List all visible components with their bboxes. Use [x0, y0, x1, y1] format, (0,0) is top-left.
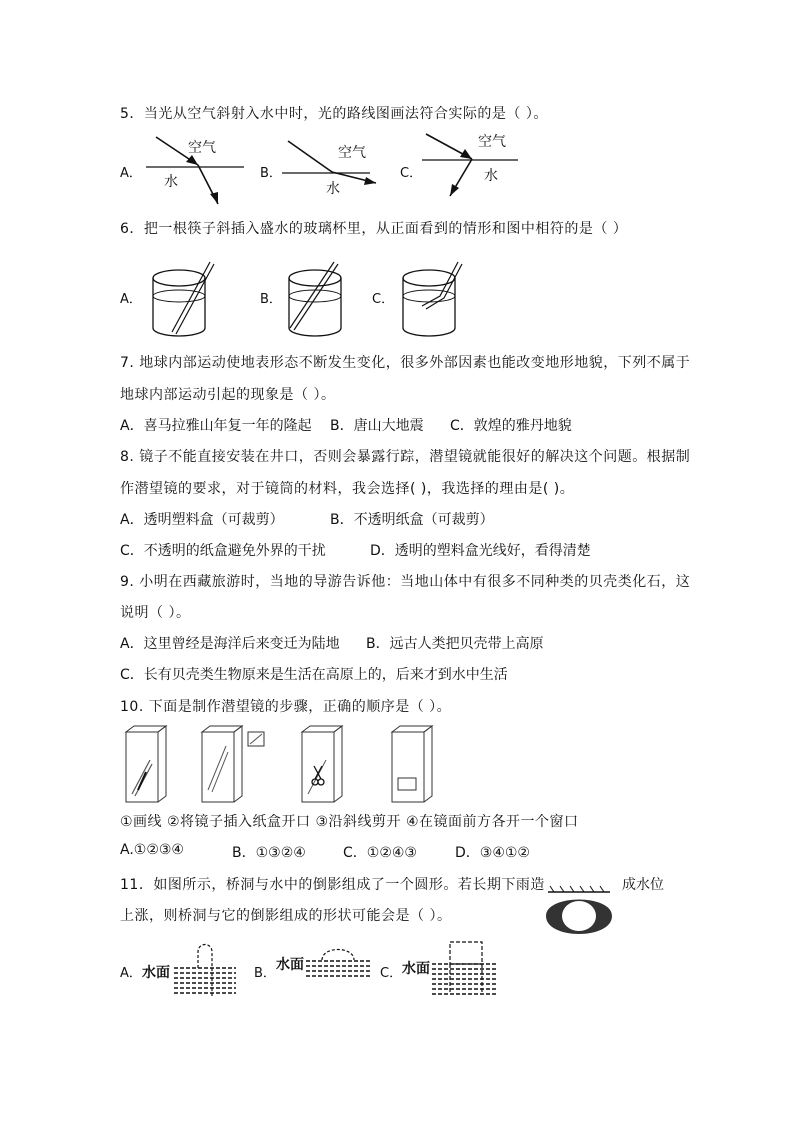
q5-c-water-label: 水	[484, 168, 498, 184]
q5-diagram-c	[422, 130, 532, 194]
q5-stem: 5．当光从空气斜射入水中时，光的路线图画法符合实际的是（ ）。	[120, 106, 548, 122]
q11-a-water-surface-label: 水面	[142, 965, 170, 981]
q10-step4-box-diagram	[390, 724, 440, 804]
q11-b-water-surface-label: 水面	[276, 957, 304, 973]
q10-step1-box-diagram	[124, 724, 174, 804]
q11-stem-line1a: 11．如图所示，桥洞与水中的倒影组成了一个圆形。若长期下雨造	[120, 877, 545, 893]
q10-step2-box-diagram	[200, 724, 270, 804]
q9-option-a: A．这里曾经是海洋后来变迁为陆地	[120, 636, 340, 652]
q6-glass-b	[286, 262, 356, 342]
q10-steps-caption: ①画线 ②将镜子插入纸盒开口 ③沿斜线剪开 ④在镜面前方各开一个窗口	[120, 814, 579, 830]
q6-option-c-label: C．	[372, 292, 395, 307]
q9-option-b: B．远古人类把贝壳带上高原	[366, 636, 544, 652]
q5-c-air-label: 空气	[478, 134, 506, 150]
q11-option-b-label: B．	[254, 966, 276, 981]
q11-option-c-label: C．	[380, 966, 403, 981]
q6-option-b-label: B．	[260, 292, 282, 307]
q11-option-b-diagram	[306, 948, 376, 988]
q5-option-a-label: A．	[120, 166, 142, 181]
q11-option-c-diagram	[432, 940, 502, 1000]
q5-b-water-label: 水	[326, 181, 340, 197]
q10-option-c: C．①②④③	[343, 845, 417, 861]
q8-option-c: C．不透明的纸盒避免外界的干扰	[120, 543, 326, 559]
q11-stem-line2: 上涨，则桥洞与它的倒影组成的形状可能会是（ ）。	[120, 908, 452, 924]
q5-a-air-label: 空气	[188, 140, 216, 156]
q5-b-air-label: 空气	[338, 145, 366, 161]
q8-stem-line2: 作潜望镜的要求，对于镜筒的材料，我会选择( )，我选择的理由是( )。	[120, 481, 575, 497]
q7-option-b: B．唐山大地震	[330, 418, 424, 434]
q11-bridge-reflection-diagram	[540, 884, 620, 944]
q6-glass-a	[150, 262, 220, 342]
q10-stem: 10. 下面是制作潜望镜的步骤，正确的顺序是（ ）。	[120, 699, 452, 715]
q8-stem-line1: 8. 镜子不能直接安装在井口，否则会暴露行踪，潜望镜就能很好的解决这个问题。根据制	[120, 449, 691, 465]
q11-stem-line1b: 成水位	[622, 877, 664, 893]
q5-option-c-label: C．	[400, 166, 423, 181]
q7-stem-line2: 地球内部运动引起的现象是（ ）。	[120, 387, 336, 403]
q7-option-a: A．喜马拉雅山年复一年的隆起	[120, 418, 312, 434]
q5-a-water-label: 水	[164, 174, 178, 190]
q7-stem-line1: 7. 地球内部运动使地表形态不断发生变化，很多外部因素也能改变地形地貌，下列不属于	[120, 355, 691, 371]
q8-option-d: D．透明的塑料盒光线好，看得清楚	[370, 543, 591, 559]
q11-option-a-diagram	[174, 944, 244, 996]
q5-diagram-b	[282, 137, 392, 197]
q9-stem-line1: 9. 小明在西藏旅游时，当地的导游告诉他：当地山体中有很多不同种类的贝壳类化石，这	[120, 574, 691, 590]
q7-option-c: C．敦煌的雅丹地貌	[450, 418, 572, 434]
q9-stem-line2: 说明（ ）。	[120, 605, 191, 621]
q10-step3-box-diagram	[300, 724, 350, 804]
q6-glass-c	[400, 262, 470, 342]
q10-option-d: D．③④①②	[455, 845, 530, 861]
q6-stem: 6．把一根筷子斜插入盛水的玻璃杯里，从正面看到的情形和图中相符的是（ ）	[120, 221, 628, 237]
q11-option-a-label: A．	[120, 966, 142, 981]
q8-option-b: B．不透明纸盒（可裁剪）	[330, 512, 494, 528]
q11-c-water-surface-label: 水面	[402, 961, 430, 977]
q6-option-a-label: A．	[120, 292, 142, 307]
q9-option-c: C．长有贝壳类生物原来是生活在高原上的，后来才到水中生活	[120, 667, 508, 683]
q10-option-b: B．①③②④	[232, 845, 306, 861]
q10-option-a: A.①②③④	[120, 842, 184, 858]
q8-option-a: A．透明塑料盒（可裁剪）	[120, 512, 284, 528]
q5-option-b-label: B．	[260, 166, 282, 181]
q5-diagram-a	[146, 134, 256, 194]
